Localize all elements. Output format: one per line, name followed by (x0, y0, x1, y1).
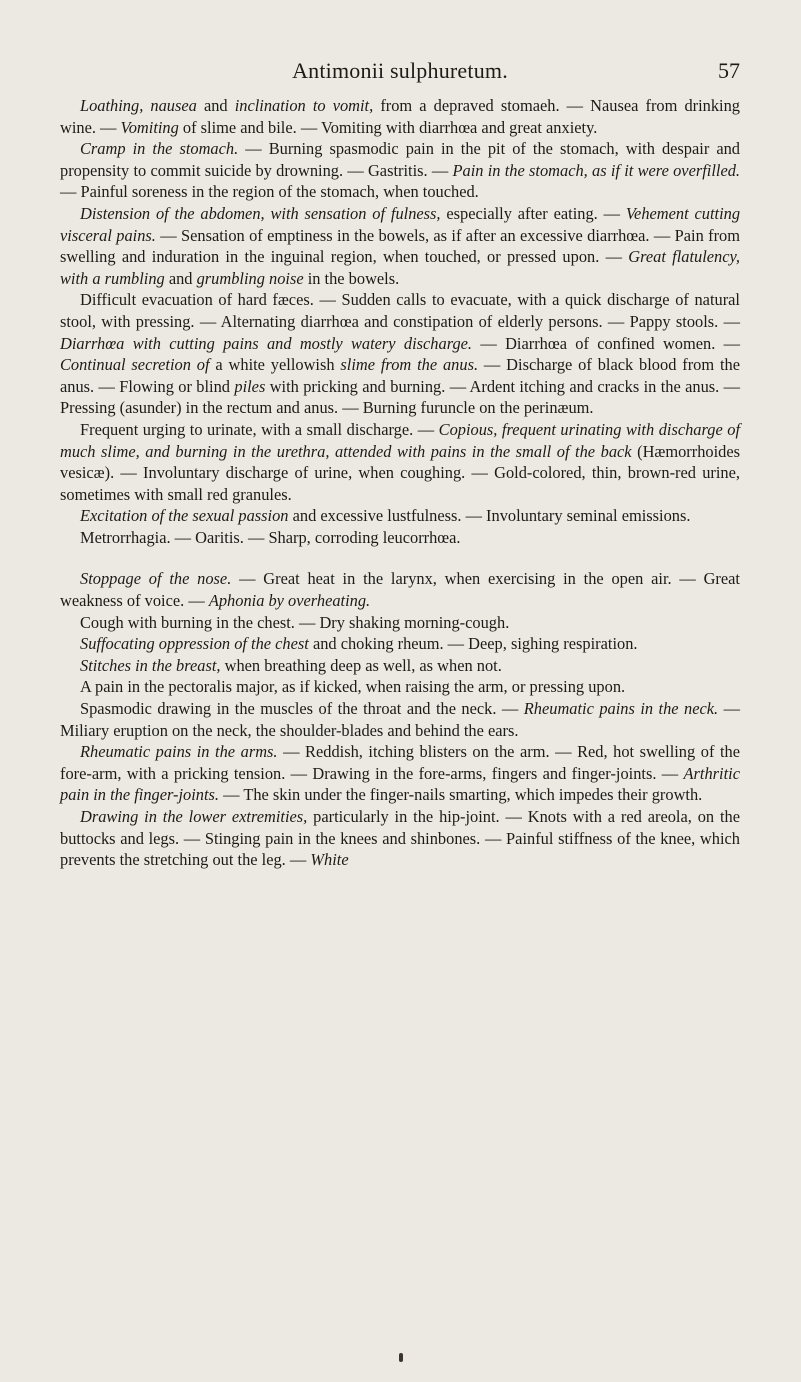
paragraph-breast-stitches (60, 655, 740, 677)
text-run: Frequent urging to urinate, with a small discharge. — (80, 419, 439, 439)
text-run: when breathing deep as well, as when not. (220, 655, 502, 675)
italic-run: Diarrhœa with cutting pains and mostly watery discharge. (60, 333, 473, 353)
italic-run: Drawing in the lower extremities, (80, 807, 308, 826)
paragraph-abdomen (60, 203, 740, 289)
text-run: and (196, 96, 235, 115)
text-run: — Miliary eruption on the neck, the shoulder-blades and behind the ears. (60, 699, 740, 740)
italic-run: inclination to vomit, (234, 96, 374, 115)
text-run: Difficult evacuation of hard fæces. — Sudden calls to evacuate, with a quick discharge of natural stool, with pressing. — Alternating diarrhœa and constipation of elderly persons. — Pappy stools. — (60, 290, 740, 331)
paragraph-stomach-nausea (60, 95, 740, 138)
text-run: — Painful soreness in the region of the stomach, when touched. (60, 182, 479, 202)
italic-run: Arthritic pain in the finger-joints. (60, 763, 740, 805)
ink-mark (399, 1353, 403, 1362)
text-run: — Discharge of black blood from the anus. — Flowing or blind (60, 355, 741, 396)
text-run: and choking rheum. — Deep, sighing respiration. (308, 634, 638, 654)
paragraph-sexual (60, 505, 740, 527)
italic-run: Excitation of the sexual passion (80, 506, 289, 526)
italic-run: White (310, 850, 349, 870)
italic-run: Vomiting (120, 117, 179, 137)
text-run: especially after eating. — (440, 203, 626, 223)
paragraph-nose-larynx (60, 568, 740, 611)
text-run: A pain in the pectoralis major, as if kicked, when raising the arm, or pressing upon. (80, 677, 626, 697)
text-run: — Great heat in the larynx, when exercising in the open air. — Great weakness of voice. — (60, 569, 740, 611)
italic-run: Aphonia by overheating. (208, 591, 371, 611)
paragraph-cough (60, 612, 740, 634)
paragraph-stomach-cramp (60, 138, 740, 203)
italic-run: Continual secretion of (60, 355, 210, 375)
italic-run: Stitches in the breast, (80, 655, 221, 675)
text-run: of slime and bile. — Vomiting with diarrhœa and great anxiety. (178, 117, 598, 137)
text-run: from a depraved stomaeh. — Nausea from drinking wine. — (60, 96, 740, 137)
italic-run: Pain in the stomach, as if it were overfilled. (452, 160, 741, 180)
italic-run: Copious, frequent urinating with discharge of much slime, and burning in the urethra, attended with pains in the small of the back (60, 419, 740, 461)
paragraph-chest-oppression (60, 633, 740, 655)
page-body (60, 95, 740, 871)
running-header (60, 58, 740, 88)
italic-run: Great flatulency, with a rumbling (60, 247, 740, 288)
text-run: and (164, 268, 197, 288)
text-run: — Reddish, itching blisters on the arm. — Red, hot swelling of the fore-arm, with a pricking tension. — Drawing in the fore-arms, fingers and finger-joints. — (60, 742, 740, 783)
text-run: Spasmodic drawing in the muscles of the throat and the neck. — (80, 699, 524, 719)
page-number: 57 (718, 58, 740, 83)
paragraph-female (60, 527, 740, 549)
italic-run: Cramp in the stomach. (80, 139, 239, 159)
italic-run: Suffocating oppression of the chest (80, 634, 309, 654)
text-run: — Sensation of emptiness in the bowels, as if after an excessive diarrhœa. — Pain from swelling and induration in the inguinal region, when touched, or pressed upon. — (60, 225, 740, 267)
italic-run: Rheumatic pains in the neck. (523, 699, 719, 719)
text-run: (Hæmorrhoides vesicæ). — Involuntary discharge of urine, when coughing. — Gold-colored, thin, brown-red urine, sometimes with small red granules. (60, 441, 740, 504)
text-run: — Burning spasmodic pain in the pit of the stomach, with despair and propensity to commit suicide by drowning. — Gastritis. — (60, 139, 740, 180)
text-run: a white yellowish (209, 355, 341, 375)
paragraph-arms (60, 741, 740, 806)
italic-run: Stoppage of the nose. (80, 569, 232, 589)
text-run: in the bowels. (303, 268, 400, 288)
italic-run: piles (234, 376, 266, 396)
paragraph-urine (60, 419, 740, 505)
text-run: with pricking and burning. — Ardent itching and cracks in the anus. — Pressing (asunder) in the rectum and anus. — Burning furuncle on the perinæum. (60, 376, 740, 418)
text-run: — Diarrhœa of confined women. — (472, 333, 741, 353)
paragraph-stool (60, 289, 740, 419)
text-run: and excessive lustfulness. — Involuntary seminal emissions. (288, 506, 691, 526)
italic-run: Loathing, nausea (80, 96, 197, 115)
text-run: Cough with burning in the chest. — Dry shaking morning-cough. (80, 612, 510, 632)
italic-run: Rheumatic pains in the arms. (80, 742, 278, 762)
paragraph-lower-extremities (60, 806, 740, 871)
text-run: Metrorrhagia. — Oaritis. — Sharp, corroding leucorrhœa. (80, 527, 461, 547)
italic-run: Vehement cutting visceral pains. (60, 203, 741, 245)
italic-run: Distension of the abdomen, with sensation of fulness, (80, 203, 441, 223)
paragraph-pectoralis (60, 676, 740, 698)
italic-run: slime from the anus. (340, 355, 479, 375)
paragraph-neck (60, 698, 740, 741)
header-title: Antimonii sulphuretum. (292, 58, 508, 83)
text-run: — The skin under the finger-nails smarting, which impedes their growth. (219, 785, 703, 805)
text-run: particularly in the hip-joint. — Knots with a red areola, on the buttocks and legs. — Stinging pain in the knees and shinbones. — Painful stiffness of the knee, which prevents the stretching out the leg. — (60, 807, 741, 870)
italic-run: grumbling noise (196, 268, 304, 288)
